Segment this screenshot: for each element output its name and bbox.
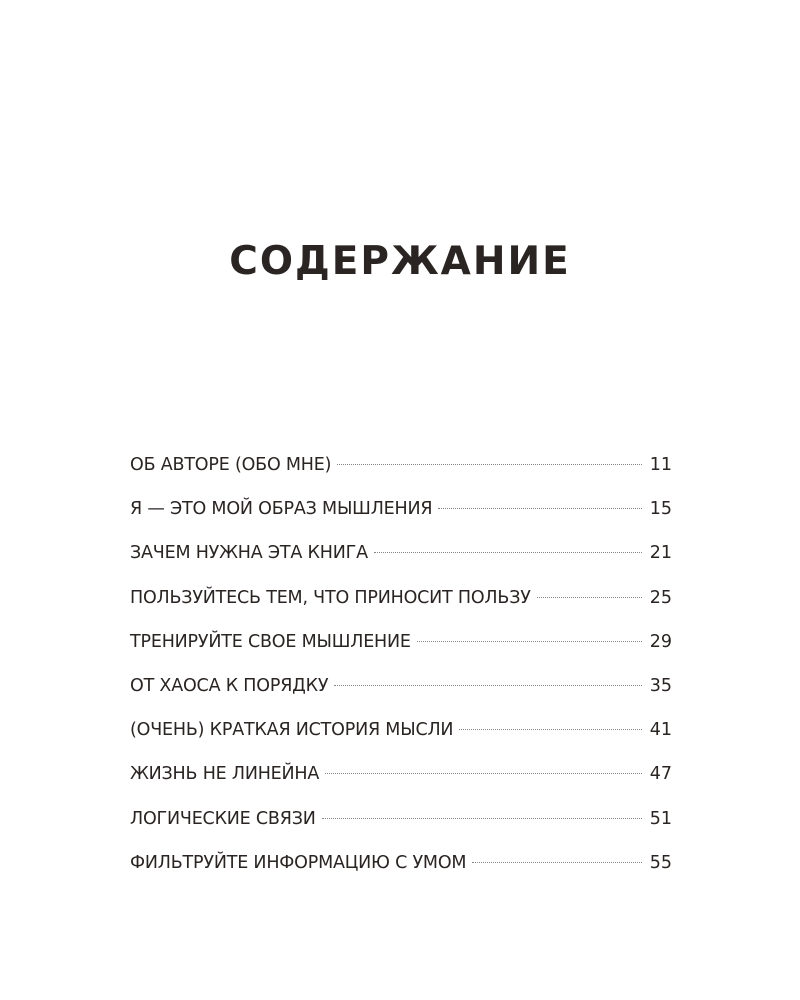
toc-dot-leader [438, 508, 641, 509]
toc-entry-page-number: 55 [649, 852, 672, 873]
toc-dot-leader [334, 685, 641, 686]
toc-entry-label: Я — ЭТО МОЙ ОБРАЗ МЫШЛЕНИЯ [130, 499, 433, 520]
toc-entry-page-number: 15 [649, 499, 672, 520]
toc-entry [130, 450, 672, 494]
toc-entry-page-number: 51 [649, 808, 672, 829]
toc-entry-page-number: 11 [649, 455, 672, 475]
toc-entry [130, 804, 672, 848]
toc-entry-label: (ОЧЕНЬ) КРАТКАЯ ИСТОРИЯ МЫСЛИ [130, 720, 454, 741]
toc-entry-label: ЗАЧЕМ НУЖНА ЭТА КНИГА [130, 543, 368, 564]
toc-entry [130, 583, 672, 627]
toc-entry-label: ФИЛЬТРУЙТЕ ИНФОРМАЦИЮ С УМОМ [130, 852, 467, 873]
table-of-contents [130, 450, 672, 892]
toc-entry-label: ОТ ХАОСА К ПОРЯДКУ [130, 675, 329, 696]
toc-entry [130, 494, 672, 538]
toc-entry-page-number: 25 [649, 587, 672, 608]
toc-entry-label: ЖИЗНЬ НЕ ЛИНЕЙНА [130, 764, 320, 785]
toc-dot-leader [337, 464, 641, 465]
toc-entry [130, 715, 672, 759]
toc-entry [130, 627, 672, 671]
toc-entry [130, 538, 672, 582]
toc-entry [130, 759, 672, 803]
toc-dot-leader [459, 729, 641, 730]
toc-dot-leader [417, 641, 642, 642]
toc-dot-leader [537, 597, 642, 598]
toc-entry-label: ЛОГИЧЕСКИЕ СВЯЗИ [130, 808, 316, 829]
toc-dot-leader [374, 552, 642, 553]
toc-entry [130, 671, 672, 715]
toc-entry-page-number: 21 [649, 543, 672, 564]
toc-dot-leader [472, 862, 641, 863]
toc-entry-label: ОБ АВТОРЕ (ОБО МНЕ) [130, 455, 332, 475]
toc-entry [130, 848, 672, 892]
toc-entry-label: ПОЛЬЗУЙТЕСЬ ТЕМ, ЧТО ПРИНОСИТ ПОЛЬЗУ [130, 587, 531, 608]
toc-entry-page-number: 47 [649, 764, 672, 785]
toc-entry-page-number: 41 [649, 720, 672, 741]
toc-entry-page-number: 35 [649, 675, 672, 696]
toc-entry-label: ТРЕНИРУЙТЕ СВОЕ МЫШЛЕНИЕ [130, 631, 411, 652]
toc-dot-leader [322, 818, 642, 819]
page-title: СОДЕРЖАНИЕ [229, 239, 571, 284]
toc-entry-page-number: 29 [649, 631, 672, 652]
toc-dot-leader [325, 773, 642, 774]
